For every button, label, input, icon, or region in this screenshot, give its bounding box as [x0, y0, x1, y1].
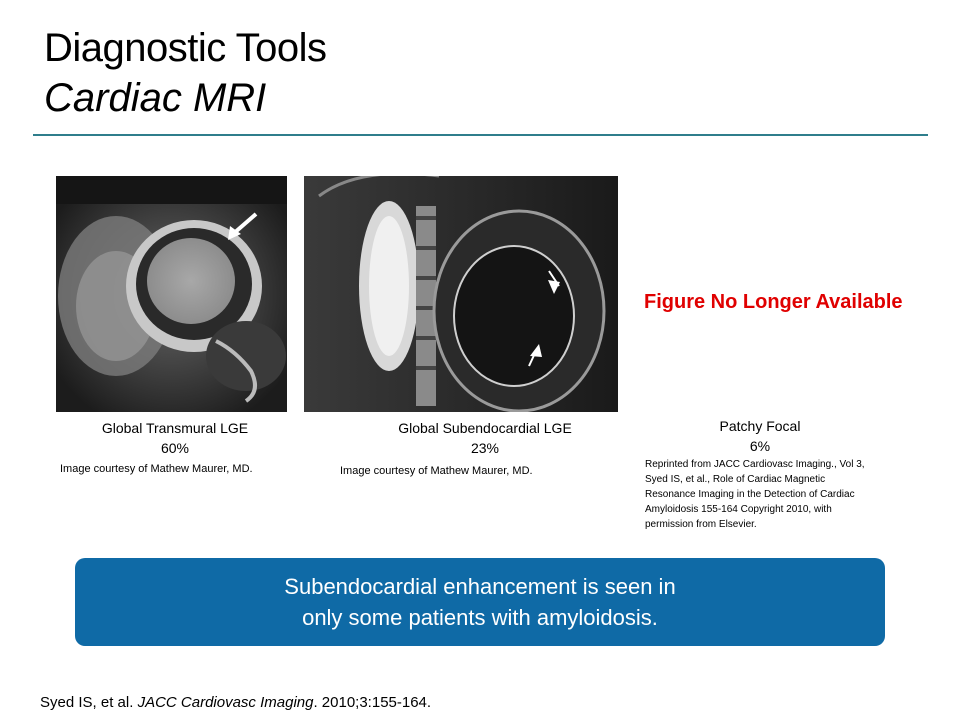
figure1-caption-percent: 60% [160, 440, 190, 456]
citation-details: . 2010;3:155-164. [313, 694, 432, 711]
mri-image-subendocardial [304, 176, 618, 412]
reprint-line: permission from Elsevier. [645, 519, 757, 530]
citation-authors: Syed IS, et al. [40, 694, 138, 711]
reprint-line: Amyloidosis 155-164 Copyright 2010, with [645, 504, 832, 515]
figure2-courtesy: Image courtesy of Mathew Maurer, MD. [340, 465, 533, 477]
figure1-courtesy: Image courtesy of Mathew Maurer, MD. [60, 463, 253, 475]
reprint-line: Reprinted from JACC Cardiovasc Imaging., Vol 3, [645, 459, 865, 470]
slide-title-line2: Cardiac MRI [44, 76, 267, 120]
figure2-caption [370, 418, 600, 458]
figure1-caption [70, 418, 280, 458]
figure3-caption [690, 416, 830, 456]
slide-title-line1: Diagnostic Tools [44, 26, 327, 70]
figure3-caption-title: Patchy Focal [719, 418, 801, 434]
callout-line1: Subendocardial enhancement is seen in [284, 574, 676, 599]
reprint-line: Resonance Imaging in the Detection of Cardiac [645, 489, 855, 500]
reference-citation [40, 693, 431, 713]
mri-image-transmural [56, 176, 287, 412]
figure1-caption-title: Global Transmural LGE [101, 420, 249, 436]
callout-line2: only some patients with amyloidosis. [302, 605, 658, 630]
citation-journal: JACC Cardiovasc Imaging [137, 694, 314, 711]
figure3-caption-percent: 6% [749, 438, 771, 454]
title-divider [33, 134, 928, 136]
reprint-permission-note [645, 457, 920, 532]
reprint-line: Syed IS, et al., Role of Cardiac Magnetic [645, 474, 826, 485]
figure-unavailable-notice: Figure No Longer Available [644, 291, 903, 313]
figure2-caption-title: Global Subendocardial LGE [398, 420, 572, 436]
figure2-caption-percent: 23% [470, 440, 500, 456]
key-point-callout [75, 558, 885, 646]
